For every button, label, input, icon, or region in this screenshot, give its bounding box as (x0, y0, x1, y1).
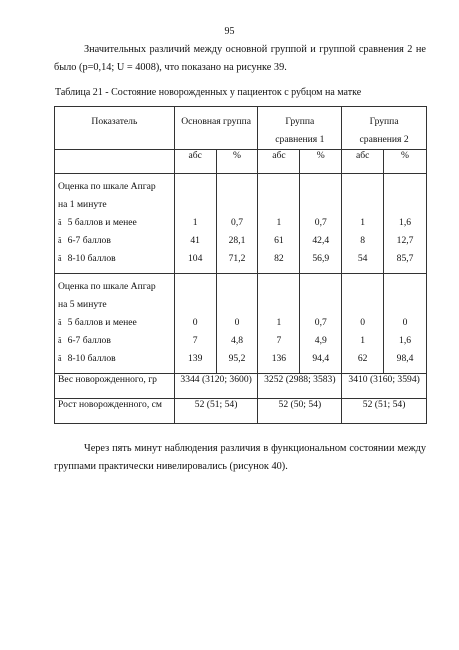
apgar-1-label-cell: Оценка по шкале Апгар на 1 минуте ã 5 баллов и менее ã 6-7 баллов ã 8-10 баллов (55, 174, 175, 274)
table-row-weight (55, 374, 427, 399)
table-subheader-row (55, 150, 427, 174)
intro-paragraph: Значительных различий между основной группой и группой сравнения 2 не было (p=0,14; U = 4008), что показано на рисунке 39. (54, 44, 426, 73)
apgar-1-cmp1-pct: 0,7 42,4 56,9 (300, 174, 342, 274)
bullet-icon: ã (58, 354, 62, 363)
bullet-icon: ã (58, 336, 62, 345)
table-header-row (55, 107, 427, 150)
apgar-5-cmp2-pct: 0 1,6 98,4 (384, 274, 427, 374)
height-cmp1: 52 (50; 54) (258, 399, 342, 424)
apgar-5-main-abs: 0 7 139 (174, 274, 216, 374)
subheader-percent: % (384, 150, 427, 174)
closing-paragraph: Через пять минут наблюдения различия в функциональном состоянии между группами практически нивелировались (рисунок 40). (54, 443, 426, 472)
weight-label: Вес новорожденного, гр (55, 374, 175, 399)
header-indicator: Показатель (55, 107, 175, 150)
weight-cmp1: 3252 (2988; 3583) (258, 374, 342, 399)
height-label: Рост новорожденного, см (55, 399, 175, 424)
apgar-1-cmp2-pct: 1,6 12,7 85,7 (384, 174, 427, 274)
apgar-5-cmp2-abs: 0 1 62 (342, 274, 384, 374)
table-row-apgar-5 (55, 274, 427, 374)
bullet-icon: ã (58, 218, 62, 227)
table-row-height (55, 399, 427, 424)
height-cmp2: 52 (51; 54) (342, 399, 427, 424)
page-number: 95 (224, 26, 235, 37)
table-caption: Таблица 21 - Состояние новорожденных у пациенток с рубцом на матке (55, 87, 362, 98)
header-comparison-1: Группа сравнения 1 (258, 107, 342, 150)
newborn-status-table (54, 106, 427, 424)
weight-cmp2: 3410 (3160; 3594) (342, 374, 427, 399)
header-comparison-2: Группа сравнения 2 (342, 107, 427, 150)
apgar-5-main-pct: 0 4,8 95,2 (216, 274, 258, 374)
weight-main: 3344 (3120; 3600) (174, 374, 258, 399)
apgar-1-main-abs: 1 41 104 (174, 174, 216, 274)
subheader-percent: % (300, 150, 342, 174)
bullet-icon: ã (58, 236, 62, 245)
subheader-abs: абс (342, 150, 384, 174)
bullet-icon: ã (58, 254, 62, 263)
apgar-5-cmp1-abs: 1 7 136 (258, 274, 300, 374)
apgar-5-label-cell: Оценка по шкале Апгар на 5 минуте ã 5 баллов и менее ã 6-7 баллов ã 8-10 баллов (55, 274, 175, 374)
bullet-icon: ã (58, 318, 62, 327)
height-main: 52 (51; 54) (174, 399, 258, 424)
table-row-apgar-1 (55, 174, 427, 274)
apgar-1-cmp1-abs: 1 61 82 (258, 174, 300, 274)
apgar-5-cmp1-pct: 0,7 4,9 94,4 (300, 274, 342, 374)
apgar-1-main-pct: 0,7 28,1 71,2 (216, 174, 258, 274)
header-main-group: Основная группа (174, 107, 258, 150)
apgar-1-cmp2-abs: 1 8 54 (342, 174, 384, 274)
subheader-abs: абс (258, 150, 300, 174)
subheader-abs: абс (174, 150, 216, 174)
subheader-percent: % (216, 150, 258, 174)
